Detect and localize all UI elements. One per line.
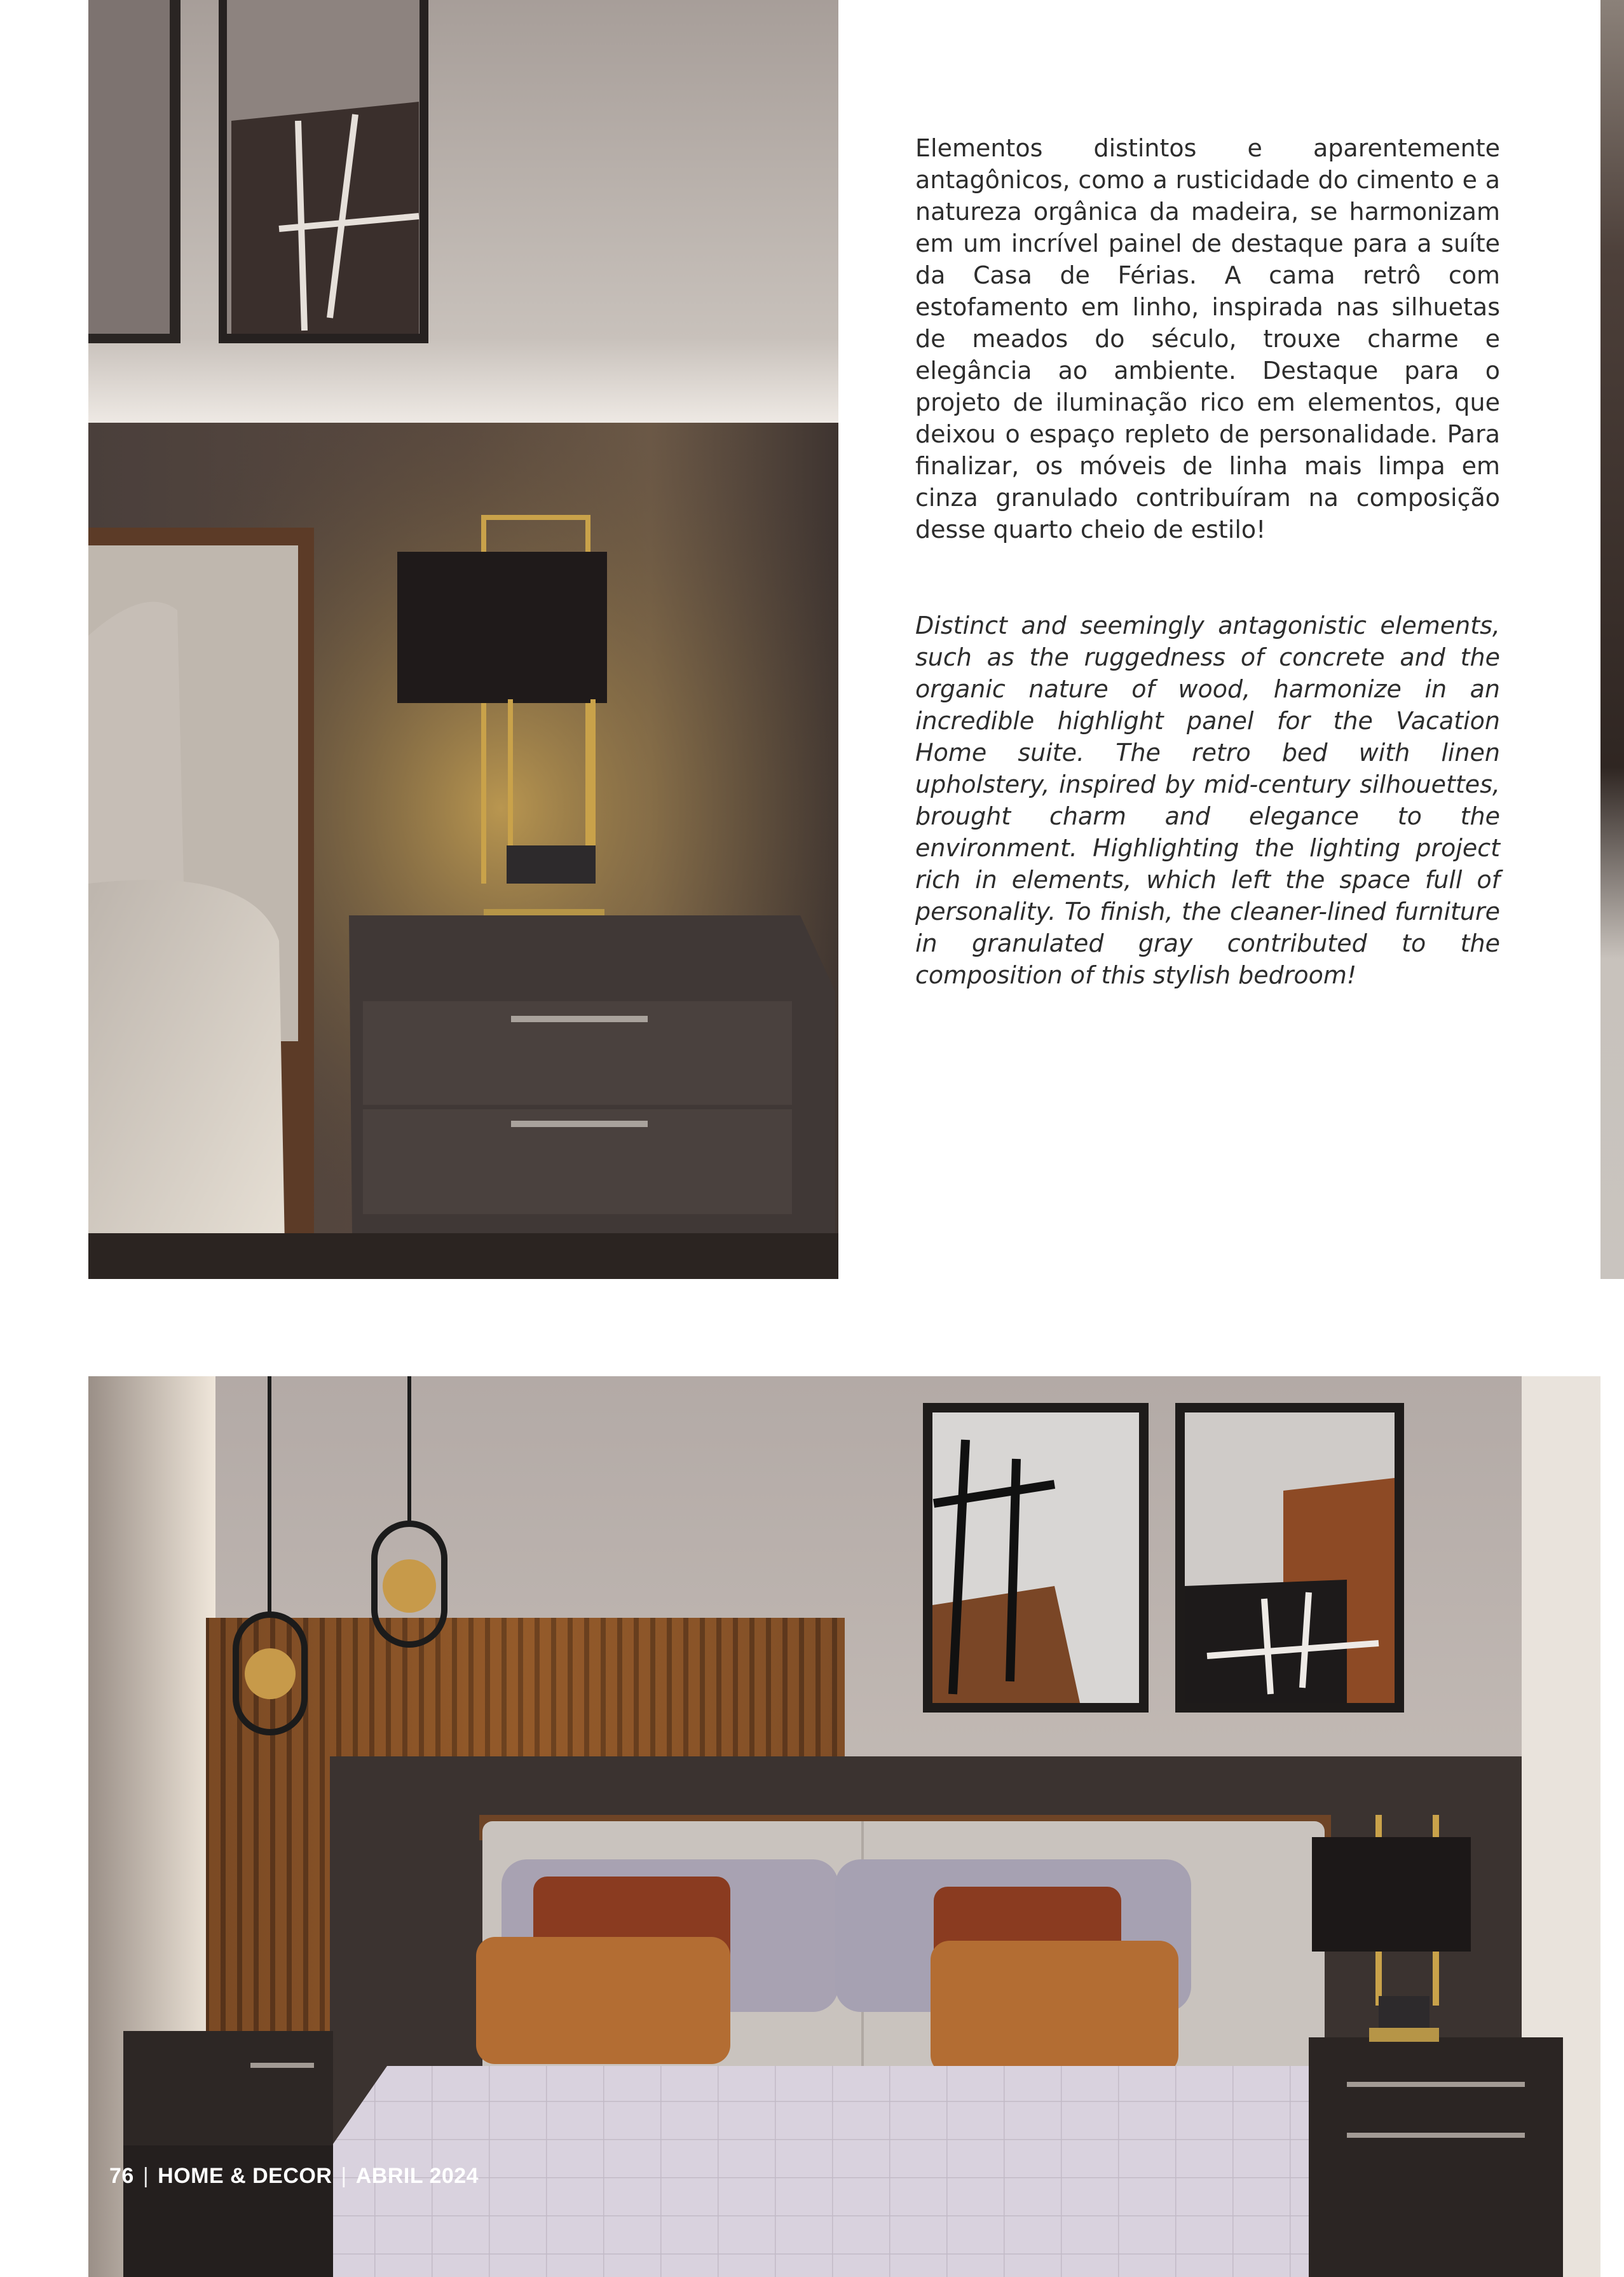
photo-nightstand [88,0,838,1279]
folio-separator: | [341,2163,347,2188]
folio-separator: | [142,2163,149,2188]
issue-date: ABRIL 2024 [355,2163,479,2188]
photo-bedroom [88,1376,1600,2277]
photo-icon [88,0,838,1279]
page-number: 76 [109,2163,134,2188]
photo-icon [88,1376,1600,2277]
magazine-name: HOME & DECOR [158,2163,332,2188]
next-page-photo-edge [1600,0,1624,1279]
body-text-portuguese: Elementos distintos e aparentemente antagônicos, como a rusticidade do cimento e a natureza orgânica da madeira, se harmonizam em um incrível painel de destaque para a suíte da Casa de Férias. A cama retrô com estofamento em linho, inspirada nas silhuetas de meados do século, trouxe charme e elegância ao ambiente. Destaque para o projeto de iluminação rico em elementos, que deixou o espaço repleto de personalidade. Para finalizar, os móveis de linha mais limpa em cinza granulado contribuíram na composição desse quarto cheio de estilo! [915,134,1500,544]
body-text-english: Distinct and seemingly antagonistic elements, such as the ruggedness of concrete and the organic nature of wood, harmonize in an incredible highlight panel for the Vacation Home suite. The retro bed with linen upholstery, inspired by mid-century silhouettes, brought charm and elegance to the environment. Highlighting the lighting project rich in elements, which left the space full of personality. To finish, the cleaner-lined furniture in granulated gray contributed to the composition of this stylish bedroom! [915,612,1500,989]
page-footer [109,2160,479,2192]
